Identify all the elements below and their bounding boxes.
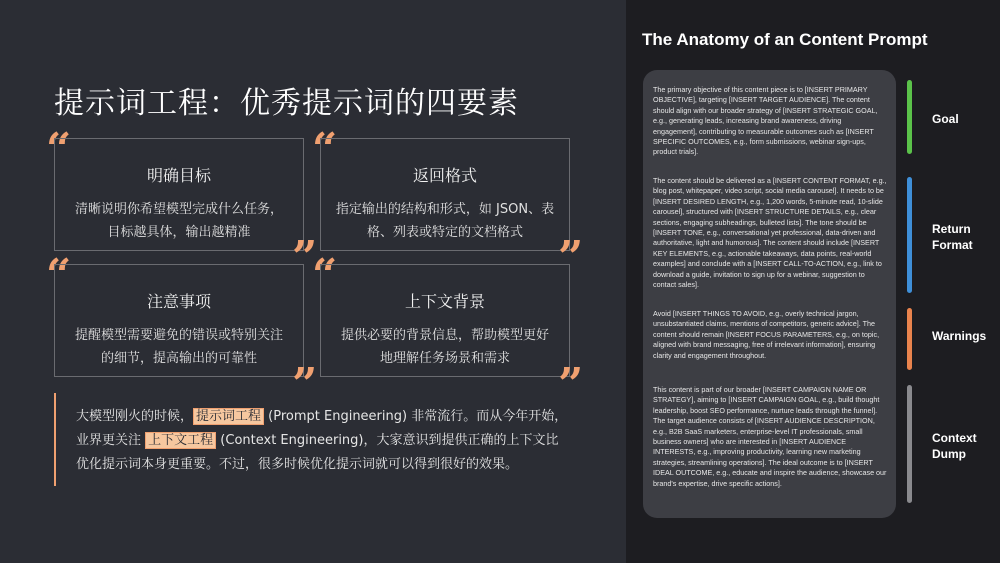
context-dump-paragraph: This content is part of our broader [INSERT CAMPAIGN NAME OR STRATEGY], aiming to [INSERT CAMPAIGN GOAL, e.g., build thought leadership, boost SEO performance, nurture leads through the funnel]. The target audience consists of [INSERT AUDIENCE DESCRIPTION, e.g., B2B SaaS marketers, enterprise-level IT professionals, small business owners] who are interested in [INSERT AUDIENCE INTERESTS, e.g., improving productivity, learning new marketing strategies, streamlining operations]. The ideal outcome is to [INSERT IDEAL OUTCOME, e.g., educate and inspire the audience, showcase our brand's expertise, drive specific actions]. xyxy=(653,385,887,488)
context-dump-label: Context Dump xyxy=(932,431,977,461)
context-dump-bar xyxy=(907,385,912,503)
return-format-bar xyxy=(907,177,912,293)
card-context xyxy=(320,264,570,377)
quote-open-icon: “ xyxy=(46,124,72,175)
card-desc: 提供必要的背景信息，帮助模型更好地理解任务场景和需求 xyxy=(340,328,549,366)
quote-close-icon: ” xyxy=(558,359,584,410)
warnings-label: Warnings xyxy=(932,329,987,343)
card-desc: 清晰说明你希望模型完成什么任务，目标越具体，输出越精准 xyxy=(74,202,283,240)
quote-open-icon: “ xyxy=(312,124,338,175)
quote-open-icon: “ xyxy=(312,250,338,301)
card-warnings xyxy=(54,264,304,377)
note-text: (Context Engineering)，大家意识到提供正确的上下文比优化提示词本身更重要。不过，很多时候优化提示词就可以得到很好的效果。 xyxy=(76,433,559,472)
warnings-bar xyxy=(907,308,912,370)
highlight-context-engineering: 上下文工程 xyxy=(145,432,216,449)
highlight-prompt-engineering: 提示词工程 xyxy=(193,408,264,425)
card-return-format xyxy=(320,138,570,251)
card-desc: 提醒模型需要避免的错误或特别关注的细节，提高输出的可靠性 xyxy=(74,328,283,366)
goal-bar xyxy=(907,80,912,154)
card-title: 明确目标 xyxy=(146,166,211,185)
note-text: 大模型刚火的时候， xyxy=(76,409,194,424)
quote-close-icon: ” xyxy=(292,359,318,410)
page-title: 提示词工程：优秀提示词的四要素 xyxy=(54,86,519,121)
card-goal xyxy=(54,138,304,251)
warnings-paragraph: Avoid [INSERT THINGS TO AVOID, e.g., overly technical jargon, unsubstantiated claims, mentions of competitors, generic advice]. The content should remain [INSERT FOCUS PARAMETERS, e.g., on topic, aligned with brand messaging, free of irrelevant information], ensuring clarity and engagement throughout. xyxy=(653,309,880,360)
intro-note xyxy=(54,393,570,486)
card-title: 返回格式 xyxy=(412,166,477,185)
card-title: 注意事项 xyxy=(146,292,211,311)
note-text: (Prompt Engineering) 非常流行。而从今年开始，业界更关注 xyxy=(76,409,568,448)
return-format-label: Return Format xyxy=(932,222,973,252)
card-desc: 指定输出的结构和形式，如 JSON、表格、列表或特定的文档格式 xyxy=(335,202,555,240)
quote-open-icon: “ xyxy=(46,250,72,301)
goal-label: Goal xyxy=(932,112,959,126)
return-format-paragraph: The content should be delivered as a [INSERT CONTENT FORMAT, e.g., blog post, whitepaper, video script, social media carousel]. It needs to be [INSERT DESIRED LENGTH, e.g., 1,200 words, 5-minute read, 10-slide carousel], structured with [INSERT STRUCTURE DETAILS, e.g., clear sections, engaging subheadings, bulleted lists]. The tone should be [INSERT TONE, e.g., conversational yet professional, data-driven and authoritative, light and humorous]. The content should include [INSERT KEY ELEMENTS, e.g., actionable takeaways, data points, real-world examples] and conclude with a [INSERT CALL-TO-ACTION, e.g., link to download a guide, invitation to sign up for a webinar, suggestion to contact sales]. xyxy=(653,176,887,290)
quote-close-icon: ” xyxy=(558,232,584,283)
card-title: 上下文背景 xyxy=(404,292,485,311)
anatomy-title: The Anatomy of an Content Prompt xyxy=(642,30,928,49)
quote-close-icon: ” xyxy=(292,232,318,283)
goal-paragraph: The primary objective of this content piece is to [INSERT PRIMARY OBJECTIVE], targeting [INSERT TARGET AUDIENCE]. The content should align with our broader strategy of [INSERT STRATEGIC GOAL, e.g., generating leads, increasing brand awareness, driving engagement], contributing to measurable outcomes such as [INSERT SPECIFIC OUTCOMES, e.g., form submissions, webinar sign-ups, product trials]. xyxy=(653,85,878,157)
